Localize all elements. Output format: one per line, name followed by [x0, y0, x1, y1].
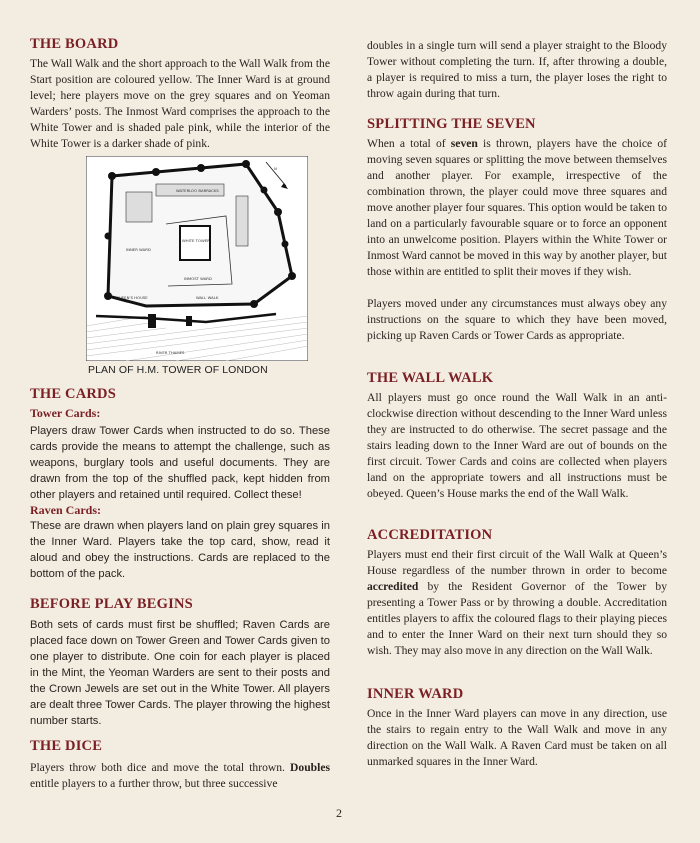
- tower-cards-title: Tower Cards:: [30, 406, 101, 420]
- inner-ward-paragraph: Once in the Inner Ward players can move in any direction, use the stairs to regain entry to the Wall Walk and move in any direction on the Wall Walk. A Raven Card must be taken on all unmarked squares in the Inner Ward.: [367, 707, 667, 768]
- before-play-paragraph: Both sets of cards must first be shuffled; Raven Cards are placed face down on Tower Green and Tower Cards given to one player to distribute. One coin for each player is placed in the Mint, the Yeoman Warders are sent to their posts and the Crown Jewels are set out in the White Tower. All players are dealt three Tower Cards. The player throwing the highest number starts.: [30, 619, 330, 727]
- heading-the-dice: THE DICE: [30, 738, 103, 754]
- dice-paragraph: Players throw both dice and move the total thrown. Doubles entitle players to a further throw, but three successive: [30, 761, 330, 790]
- splitting-paragraph-2: Players moved under any circumstances must always obey any instructions on the square to which they have been moved, picking up Raven Cards or Tower Cards as appropriate.: [367, 297, 667, 342]
- heading-the-board: THE BOARD: [30, 36, 119, 52]
- raven-cards-title: Raven Cards:: [30, 503, 101, 517]
- board-paragraph: The Wall Walk and the short approach to the Wall Walk from the Start position are coloured yellow. The Inner Ward is at ground level; here players move on the grey squares and on Yeoman Warders’ posts. The Inmost Ward comprises the approach to the White Tower and is shaded pale pink, while the interior of the White Tower is a darker shade of pink.: [30, 57, 330, 150]
- tower-plan-map: [86, 156, 308, 361]
- white-tower-label: WHITE TOWER: [182, 238, 210, 243]
- dice-continued-paragraph: doubles in a single turn will send a player straight to the Bloody Tower without completing the turn. If, after throwing a double, a player is required to miss a turn, the player loses the right to throw again during that turn.: [367, 39, 667, 100]
- plan-caption: PLAN OF H.M. TOWER OF LONDON: [88, 364, 268, 376]
- wall-walk-label: WALL WALK: [196, 295, 219, 300]
- river-thames-label: RIVER THAMES: [156, 350, 185, 355]
- queens-house-label: QUEEN’S HOUSE: [116, 295, 148, 300]
- inmost-ward-label: INMOST WARD: [184, 276, 212, 281]
- raven-cards-paragraph: These are drawn when players land on plain grey squares in the Inner Ward. Players take the top card, show, read it aloud and obey the instructions. Cards are replaced to the bottom of the pack.: [30, 520, 330, 580]
- north-label: N: [274, 166, 277, 171]
- waterloo-barracks-label: WATERLOO BARRACKS: [176, 188, 219, 193]
- tower-cards-paragraph: Players draw Tower Cards when instructed to do so. These cards provide the means to attempt the challenge, such as weapons, burglary tools and useful documents. They are drawn from the top of the shuffled pack, kept hidden from other players and retained until required. Collect these!: [30, 425, 330, 501]
- heading-accreditation: ACCREDITATION: [367, 527, 493, 543]
- splitting-paragraph: When a total of seven is thrown, players have the choice of moving seven squares or splitting the move between themselves and another player. For example, irrespective of the combination thrown, the player could move three squares and move another player four squares. This option would be taken to land on a particularly favourable square or to force an opponent into an unwelcome position. Players within the White Tower or Inmost Ward cannot be moved in this way by another player, but those within are entitled to split their moves if they wish.: [367, 137, 667, 278]
- page-number: 2: [336, 806, 342, 820]
- heading-wall-walk: THE WALL WALK: [367, 370, 494, 386]
- heading-before-play: BEFORE PLAY BEGINS: [30, 596, 193, 612]
- heading-splitting-seven: SPLITTING THE SEVEN: [367, 116, 536, 132]
- wall-walk-paragraph: All players must go once round the Wall Walk in an anti-clockwise direction without descending to the Inner Ward unless they are instructed to do otherwise. The secret passage and the stairs leading down to the Inner Ward are out of bounds on the first circuit. Tower Cards and coins are collected when players land on the appropriate towers and all instructions must be obeyed. Queen’s House marks the end of the Wall Walk.: [367, 391, 667, 500]
- heading-inner-ward: INNER WARD: [367, 686, 464, 702]
- inner-ward-label: INNER WARD: [126, 247, 151, 252]
- heading-the-cards: THE CARDS: [30, 386, 116, 402]
- accreditation-paragraph: Players must end their first circuit of the Wall Walk at Queen’s House regardless of the number thrown in order to become accredited by the Resident Governor of the Tower by presenting a Tower Pass or by throwing a double. Accreditation entitles players to affix the coloured flags to their playing pieces and to enter the Inner Ward on their next turn should they so wish. They may also move in any direction on the Wall Walk.: [367, 548, 667, 657]
